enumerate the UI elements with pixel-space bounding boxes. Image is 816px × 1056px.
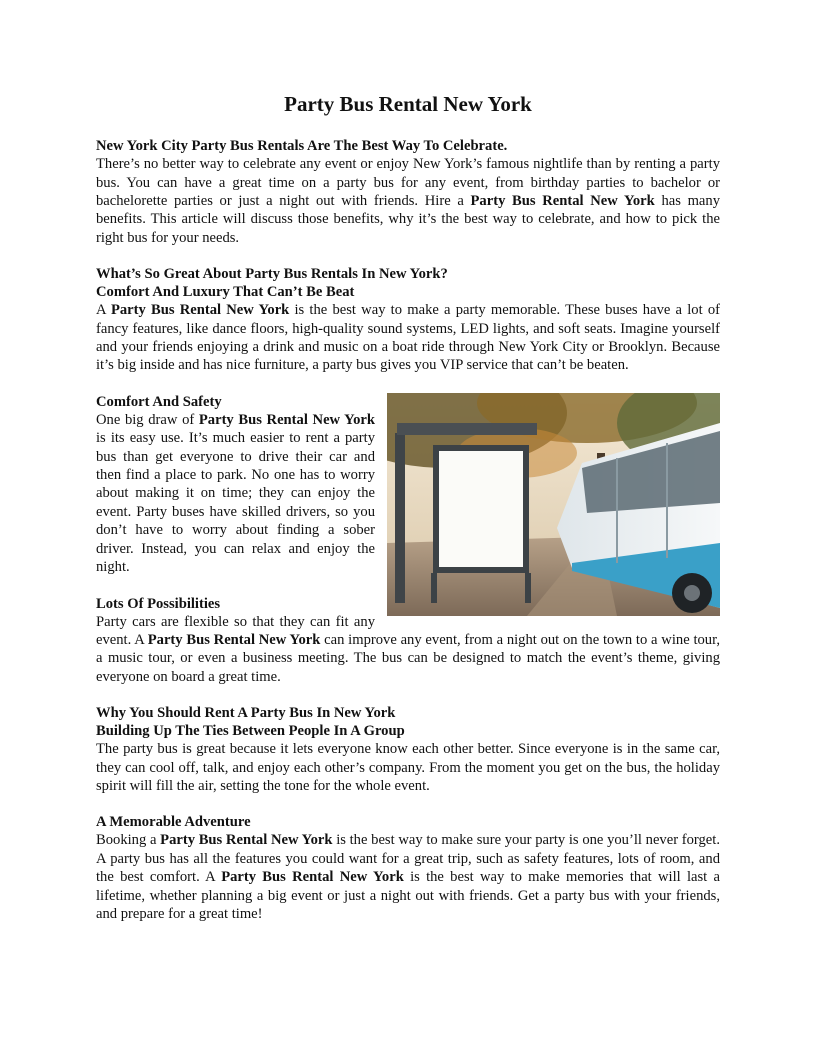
great-paragraph xyxy=(96,301,720,375)
document-body xyxy=(96,92,720,923)
keyword-bold: Party Bus Rental New York xyxy=(160,832,333,849)
adventure-paragraph xyxy=(96,831,720,923)
adventure-heading: A Memorable Adventure xyxy=(96,814,251,831)
why-subheading: Building Up The Ties Between People In A Group xyxy=(96,723,405,740)
keyword-bold: Party Bus Rental New York xyxy=(470,193,655,209)
adventure-text-2: is the best way to make sure your party is one you’ll never forget. A party bus has all the features you could want for a great trip, such as safety features, lots of room, and the best comfort. A xyxy=(96,832,720,886)
keyword-bold: Party Bus Rental New York xyxy=(110,302,290,319)
possibilities-heading: Lots Of Possibilities xyxy=(96,595,221,612)
possibilities-text-1: Party cars are flexible so that they can fit any event. A xyxy=(96,613,375,648)
page-title: Party Bus Rental New York xyxy=(284,92,532,116)
possibilities-paragraph xyxy=(96,613,720,687)
bus-stop-illustration xyxy=(387,393,720,616)
safety-text-1: One big draw of xyxy=(96,411,199,428)
bus-stop-photo xyxy=(387,393,720,616)
keyword-bold: Party Bus Rental New York xyxy=(198,411,375,428)
adventure-text-1: Booking a xyxy=(96,832,161,849)
keyword-bold: Party Bus Rental New York xyxy=(221,869,404,886)
great-heading: What’s So Great About Party Bus Rentals In New York? xyxy=(96,266,448,283)
safety-text-2: is its easy use. It’s much easier to rent a party bus than get everyone to drive their car and then find a place to park. No one has to worry about making it on time; they can enjoy the event. Party buses have skilled drivers, so you don’t have to worry about finding a sober driver. Instead, you can relax and enjoy the night. xyxy=(96,430,375,576)
keyword-bold: Party Bus Rental New York xyxy=(147,631,321,648)
intro-text-1: There’s no better way to celebrate any event or enjoy New York’s famous nightlife than by renting a party bus. You can have a great time on a party bus for any event, from birthday parties to bachelor or bachelorette parties or just a night out with friends. Hire a xyxy=(96,156,720,209)
possibilities-text-2: can improve any event, from a night out on the town to a wine tour, a music tour, or even a business meeting. The bus can be designed to match the event’s theme, giving everyone on board a great time. xyxy=(96,631,721,685)
great-text-2: is the best way to make a party memorable. These buses have a lot of fancy features, like dance floors, high-quality sound systems, LED lights, and soft seats. Imagine yourself and your friends enjoying a drink and music on a boat ride through New York City or Brooklyn. Because it’s big inside and has nice furniture, a party bus gives you VIP service that can’t be beaten. xyxy=(96,302,721,374)
safety-heading: Comfort And Safety xyxy=(96,393,222,410)
why-paragraph: The party bus is great because it lets everyone know each other better. Since everyone is in the same car, they can cool off, talk, and enjoy each other’s company. From the moment you get on the bus, the holiday spirit will fill the air, setting the tone for the whole event. xyxy=(96,741,720,794)
why-heading: Why You Should Rent A Party Bus In New York xyxy=(96,705,396,722)
adventure-text-3: is the best way to make memories that will last a lifetime, whether planning a big event or just a night out with friends. Get a party bus with your friends, and prepare for a great time! xyxy=(96,869,720,922)
great-subheading: Comfort And Luxury That Can’t Be Beat xyxy=(96,284,355,301)
intro-heading: New York City Party Bus Rentals Are The Best Way To Celebrate. xyxy=(96,138,508,155)
great-text-1: A xyxy=(96,302,111,319)
intro-text-2: has many benefits. This article will discuss those benefits, why it’s the best way to celebrate, and how to pick the right bus for your needs. xyxy=(96,193,720,246)
intro-paragraph xyxy=(96,155,720,247)
